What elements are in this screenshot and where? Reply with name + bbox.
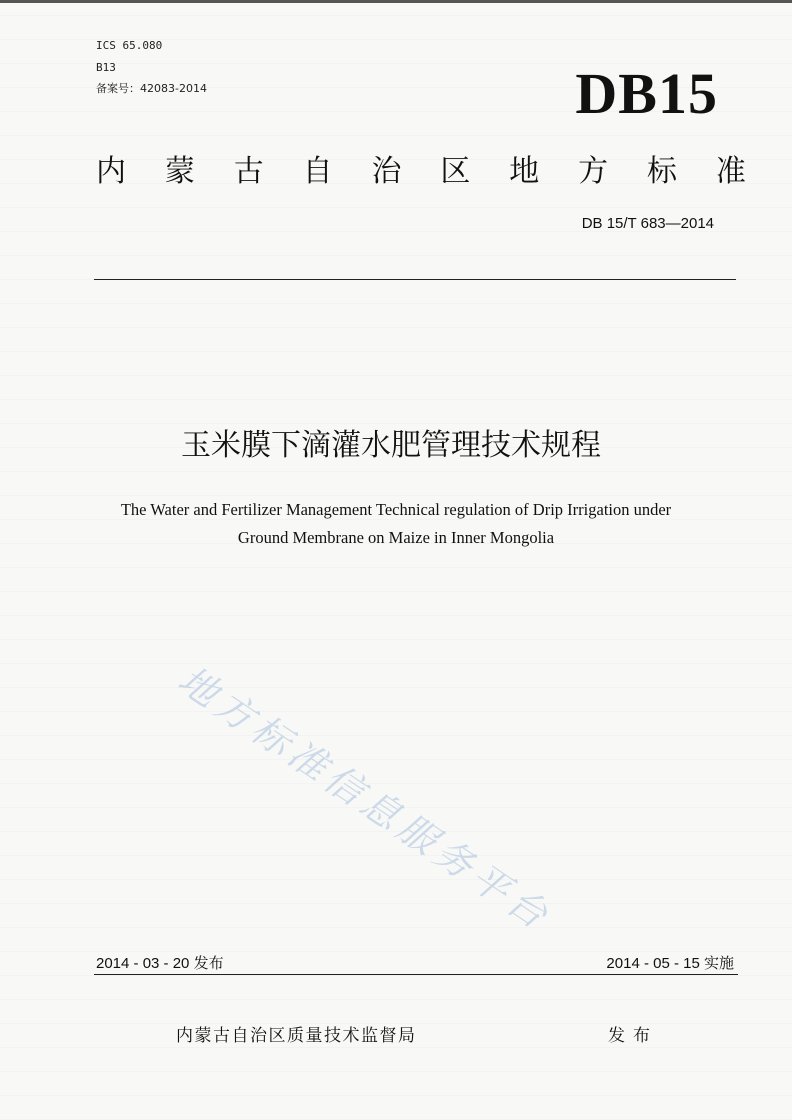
issue-label: 发布 — [608, 1026, 658, 1046]
scan-top-edge — [0, 0, 792, 3]
issuing-authority: 内蒙古自治区质量技术监督局 — [176, 1026, 417, 1046]
classification-code: B13 — [96, 61, 116, 74]
title-en-line-2: Ground Membrane on Maize in Inner Mongolia — [237, 528, 555, 547]
org-title — [96, 150, 746, 194]
record-number: 备案号：42083-2014 — [96, 82, 207, 95]
org-title-char: 准 — [715, 154, 746, 189]
issue-date: 2014 - 03 - 20 发布 — [96, 955, 224, 972]
org-title-char: 古 — [233, 154, 264, 189]
org-title-char: 蒙 — [164, 154, 195, 189]
ics-code: ICS 65.080 — [96, 39, 163, 52]
org-title-char: 治 — [371, 154, 402, 189]
org-title-char: 标 — [647, 154, 677, 189]
standard-number: DB 15/T 683—2014 — [581, 215, 714, 232]
org-title-char: 方 — [578, 154, 609, 189]
standard-title-en — [70, 496, 722, 552]
implementation-date: 2014 - 05 - 15 实施 — [606, 955, 734, 972]
platform-watermark: 地方标准信息服务平台 — [170, 657, 560, 940]
bottom-rule-divider — [94, 974, 738, 975]
standard-title-zh: 玉米膜下滴灌水肥管理技术规程 — [181, 428, 601, 463]
top-rule-divider — [94, 279, 736, 280]
org-title-char: 地 — [509, 154, 540, 189]
db15-logo: DB15 — [575, 61, 718, 126]
org-title-char: 自 — [302, 154, 333, 189]
title-en-line-1: The Water and Fertilizer Management Technical regulation of Drip Irrigation under — [120, 500, 672, 519]
org-title-char: 内 — [96, 154, 126, 189]
org-title-char: 区 — [440, 154, 471, 189]
